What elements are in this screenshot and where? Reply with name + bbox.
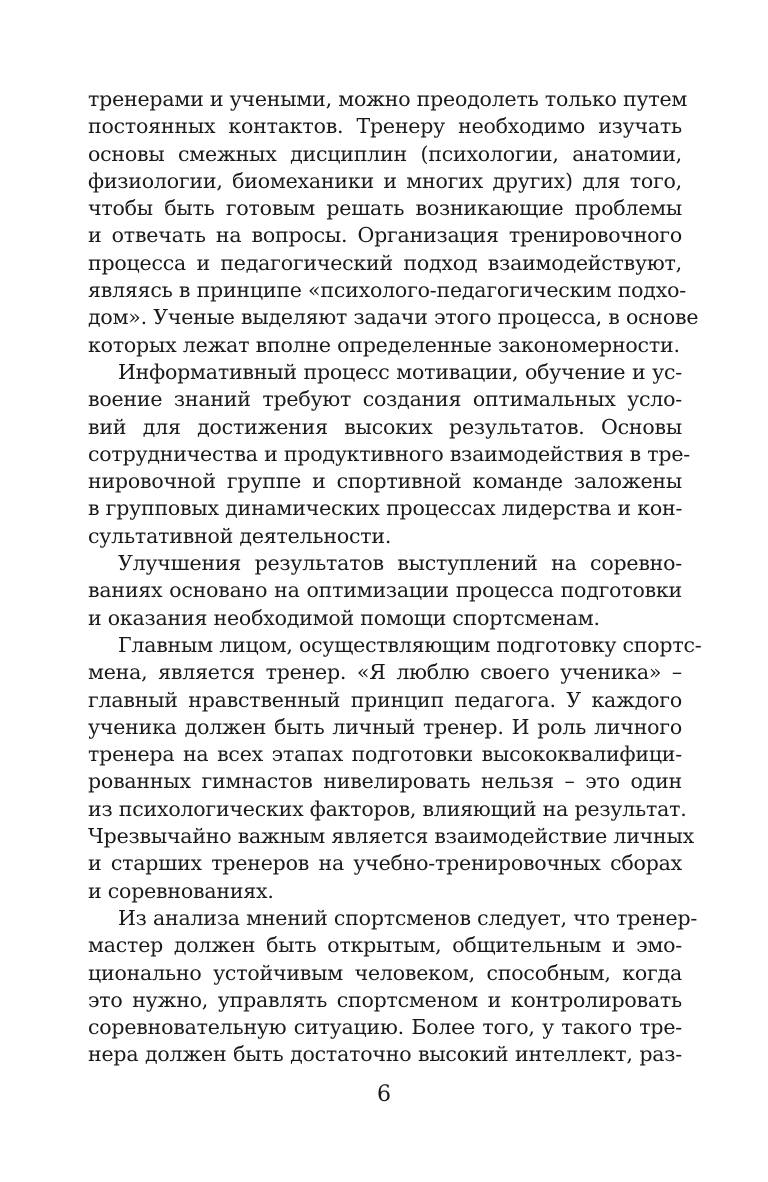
text-line: Главным лицом, осуществляющим подготовку спортс- [118, 632, 702, 657]
text-column [88, 86, 702, 1069]
text-line: ционально устойчивым человеком, способным, когда [88, 960, 682, 985]
text-line: Улучшения результатов выступлений на соревно- [118, 551, 682, 576]
text-line: процесса и педагогический подход взаимодействуют, [88, 250, 682, 275]
text-line: из психологических факторов, влияющий на результат. [88, 796, 687, 821]
text-line: тренера на всех этапах подготовки высококвалифици- [88, 742, 682, 767]
text-line: являясь в принципе «психолого-педагогическим подхо- [88, 278, 686, 303]
text-line: и оказания необходимой помощи спортсменам. [88, 605, 600, 630]
text-line: нера должен быть достаточно высокий интеллект, раз- [88, 1042, 682, 1067]
text-line: Из анализа мнений спортсменов следует, что тренер- [118, 905, 698, 930]
text-line: ученика должен быть личный тренер. И роль личного [88, 714, 682, 739]
text-line: сультативной деятельности. [88, 523, 392, 548]
text-line: рованных гимнастов нивелировать нельзя – это один [88, 769, 682, 794]
text-line: и отвечать на вопросы. Организация тренировочного [88, 223, 682, 248]
text-line: которых лежат вполне определенные закономерности. [88, 332, 680, 357]
text-line: Чрезвычайно важным является взаимодействие личных [88, 824, 694, 849]
text-line: в групповых динамических процессах лидерства и кон- [88, 496, 683, 521]
text-line: главный нравственный принцип педагога. У каждого [88, 687, 682, 712]
text-line: основы смежных дисциплин (психологии, анатомии, [88, 141, 682, 166]
text-line: дом». Ученые выделяют задачи этого процесса, в основе [88, 305, 699, 330]
text-line: чтобы быть готовым решать возникающие проблемы [88, 196, 682, 221]
text-line: сотрудничества и продуктивного взаимодействия в тре- [88, 441, 691, 466]
text-line: ваниях основано на оптимизации процесса подготовки [88, 578, 682, 603]
text-line: мастер должен быть открытым, общительным и эмо- [88, 933, 682, 958]
text-line: соревновательную ситуацию. Более того, у такого тре- [88, 1015, 682, 1040]
text-line: тренерами и учеными, можно преодолеть только путем [88, 87, 688, 111]
page-number: 6 [377, 1082, 391, 1107]
text-line: физиологии, биомеханики и многих других) для того, [88, 168, 682, 193]
text-line: мена, является тренер. «Я люблю своего ученика» – [88, 660, 682, 685]
text-line: и старших тренеров на учебно-тренировочных сборах [88, 851, 682, 876]
text-line: это нужно, управлять спортсменом и контролировать [88, 987, 682, 1012]
text-line: воение знаний требуют создания оптимальных усло- [88, 387, 682, 412]
text-line: постоянных контактов. Тренеру необходимо изучать [88, 114, 682, 139]
text-line: и соревнованиях. [88, 878, 274, 903]
text-line: нировочной группе и спортивной команде заложены [88, 469, 682, 494]
text-line: Информативный процесс мотивации, обучение и ус- [118, 359, 682, 384]
text-line: вий для достижения высоких результатов. Основы [88, 414, 682, 439]
